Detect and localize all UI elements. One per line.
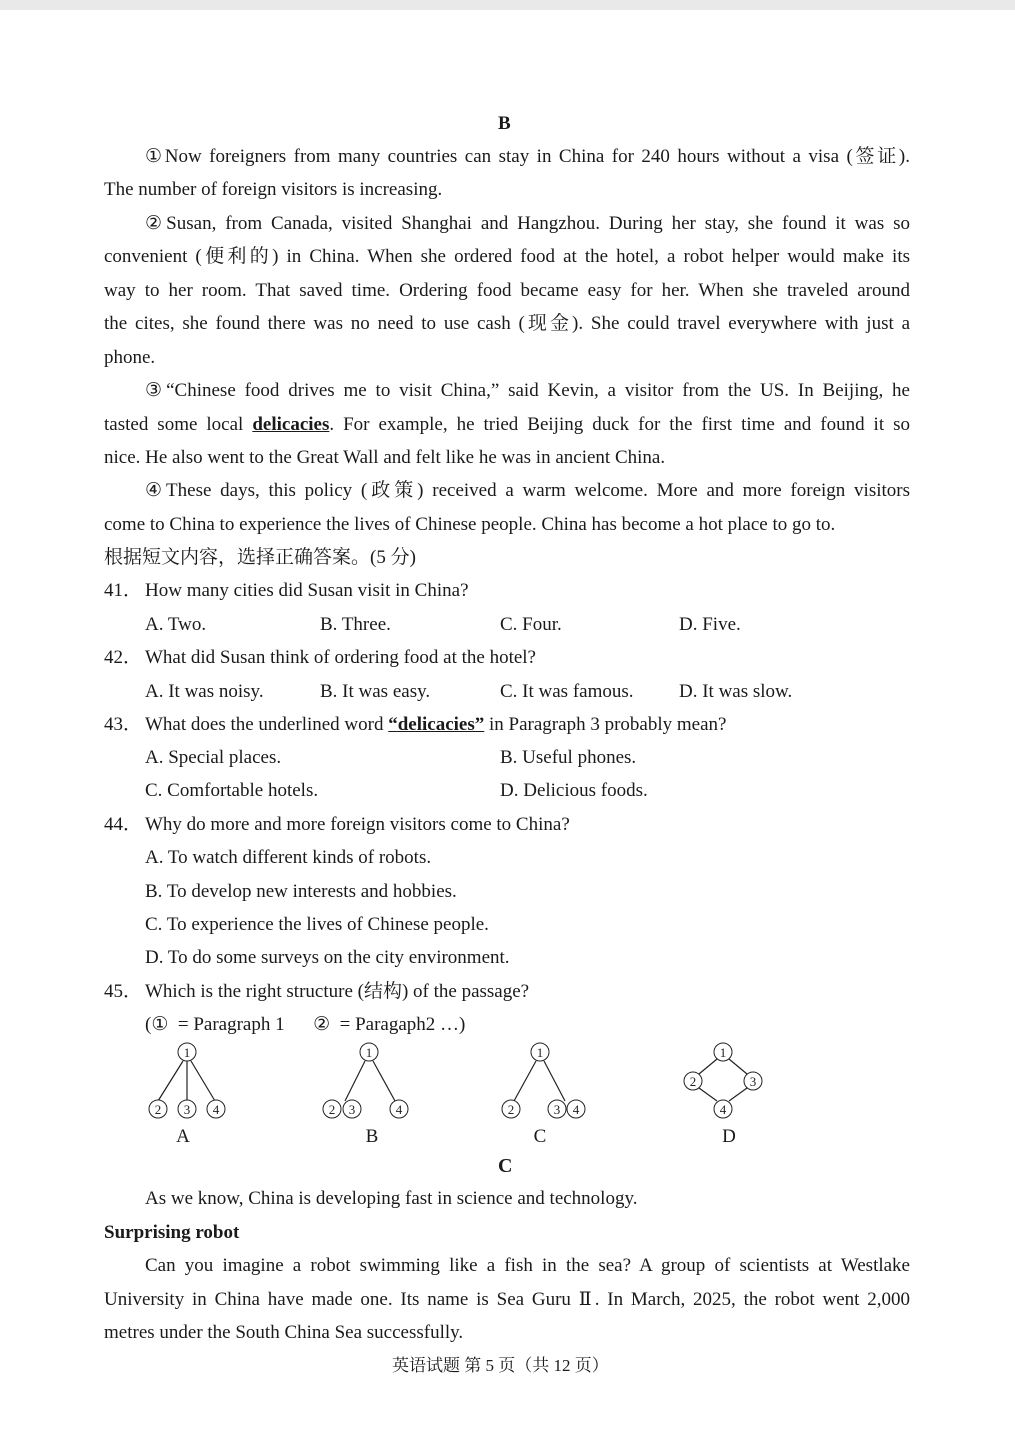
q45-stem: Which is the right structure (结构) of the passage? [145, 981, 530, 1002]
page-top-edge [0, 0, 1015, 10]
diagram-option-label: D [722, 1126, 736, 1147]
underlined-word-delicacies: delicacies [252, 414, 330, 435]
diagram-node-label: 4 [572, 1102, 580, 1117]
diagram-option-label: A [176, 1126, 190, 1147]
passage-b-p2-line4: the cites, she found there was no need to use cash (现金). She could travel everywhere with just a [104, 313, 910, 334]
q42-option-b: B. It was easy. [320, 681, 431, 702]
section-c-heading: C [498, 1155, 513, 1177]
diagram-node-label: 1 [183, 1045, 191, 1060]
passage-c-p1-line1: Can you imagine a robot swimming like a fish in the sea? A group of scientists at Westlake [145, 1255, 910, 1276]
diagram-node-label: 4 [395, 1102, 403, 1117]
q45-legend: (① = Paragraph 1 ② = Paragaph2 …) [145, 1014, 466, 1035]
q43-stem-post: in Paragraph 3 probably mean? [484, 714, 727, 735]
q41-option-b: B. Three. [320, 614, 391, 635]
passage-b-p1-line2: The number of foreign visitors is increasing. [104, 179, 443, 200]
q43-option-c: C. Comfortable hotels. [145, 780, 319, 801]
p3-line2-pre: tasted some local [104, 414, 244, 435]
diagram-option-label: C [533, 1126, 547, 1147]
q43-option-b: B. Useful phones. [500, 747, 637, 768]
q44-option-c: C. To experience the lives of Chinese people. [145, 914, 489, 935]
diagram-node-label: 2 [507, 1102, 515, 1117]
passage-b-p3-line3: nice. He also went to the Great Wall and felt like he was in ancient China. [104, 447, 666, 468]
q42-option-d: D. It was slow. [679, 681, 793, 702]
passage-b-p4-line1: ④These days, this policy (政策) received a warm welcome. More and more foreign visitors [145, 480, 910, 501]
q42-number: 42． [104, 647, 143, 668]
passage-b-p2-line2: convenient (便利的) in China. When she ordered food at the hotel, a robot helper would make its [104, 246, 910, 267]
diagram-node-label: 2 [154, 1102, 162, 1117]
q42-stem: What did Susan think of ordering food at the hotel? [145, 647, 536, 668]
diagram-node-label: 4 [212, 1102, 220, 1117]
q41-option-d: D. Five. [679, 614, 741, 635]
passage-b-p4-line2: come to China to experience the lives of Chinese people. China has become a hot place to go to. [104, 514, 836, 535]
passage-b-p2-line1: ②Susan, from Canada, visited Shanghai and Hangzhou. During her stay, she found it was so [145, 213, 910, 234]
q41-option-a: A. Two. [145, 614, 207, 635]
section-c-title: Surprising robot [104, 1222, 240, 1243]
q42-option-a: A. It was noisy. [145, 681, 264, 702]
diagram-node-label: 3 [553, 1102, 561, 1117]
q43-option-a: A. Special places. [145, 747, 282, 768]
diagram-node-label: 2 [328, 1102, 336, 1117]
q43-stem [145, 713, 726, 737]
q44-number: 44． [104, 814, 143, 835]
q45-number: 45． [104, 981, 143, 1002]
diagram-node-label: 1 [536, 1045, 544, 1060]
diagram-c [514, 1061, 565, 1101]
passage-b-p3-line2 [104, 413, 910, 437]
diagram-b [345, 1061, 395, 1101]
diagram-node-label: 4 [719, 1102, 727, 1117]
q44-option-b: B. To develop new interests and hobbies. [145, 881, 457, 902]
q43-stem-pre: What does the underlined word [145, 714, 389, 735]
q43-number: 43． [104, 714, 143, 735]
passage-c-p1-line3: metres under the South China Sea successfully. [104, 1322, 464, 1343]
p3-line2-post: . For example, he tried Beijing duck for the first time and found it so [329, 414, 910, 435]
diagram-node-label: 1 [719, 1045, 727, 1060]
diagram-node-label: 2 [689, 1074, 697, 1089]
q41-stem: How many cities did Susan visit in China? [145, 580, 469, 601]
q41-number: 41． [104, 580, 143, 601]
diagram-node-label: 3 [183, 1102, 191, 1117]
structure-diagrams [0, 1038, 1015, 1150]
diagram-d [699, 1059, 747, 1101]
passage-b-p2-line5: phone. [104, 347, 156, 368]
passage-b-p3-line1: ③“Chinese food drives me to visit China,” said Kevin, a visitor from the US. In Beijing, he [145, 380, 910, 401]
q44-stem: Why do more and more foreign visitors come to China? [145, 814, 570, 835]
q44-option-d: D. To do some surveys on the city environment. [145, 947, 510, 968]
section-b-heading: B [498, 113, 511, 134]
section-c-intro: As we know, China is developing fast in science and technology. [145, 1188, 638, 1209]
diagram-node-label: 3 [348, 1102, 356, 1117]
page-footer: 英语试题 第 5 页（共 12 页） [392, 1356, 609, 1375]
diagram-option-label: B [365, 1126, 379, 1147]
q43-underlined-word: “delicacies” [388, 714, 485, 735]
passage-b-p2-line3: way to her room. That saved time. Ordering food became easy for her. When she traveled around [104, 280, 910, 301]
passage-c-p1-line2: University in China have made one. Its name is Sea Guru Ⅱ. In March, 2025, the robot went 2,000 [104, 1289, 910, 1310]
diagram-node-label: 1 [365, 1045, 373, 1060]
passage-b-p1-line1: ①Now foreigners from many countries can stay in China for 240 hours without a visa (签证). [145, 146, 910, 167]
q43-option-d: D. Delicious foods. [500, 780, 648, 801]
q42-option-c: C. It was famous. [500, 681, 634, 702]
q41-option-c: C. Four. [500, 614, 562, 635]
diagram-node-label: 3 [749, 1074, 757, 1089]
q44-option-a: A. To watch different kinds of robots. [145, 847, 432, 868]
section-b-instruction: 根据短文内容，选择正确答案。(5 分) [104, 547, 416, 568]
diagram-a [158, 1061, 215, 1101]
